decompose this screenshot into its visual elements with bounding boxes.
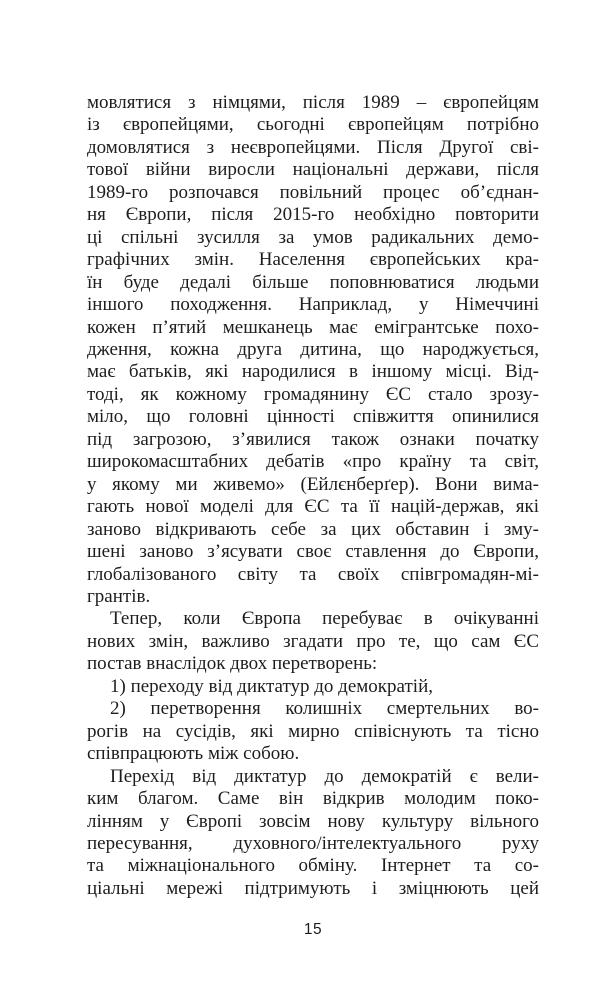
text-line: ким благом. Саме він відкрив молодим поко-: [87, 788, 539, 810]
text-line: Тепер, коли Європа перебуває в очікуванні: [110, 608, 539, 630]
page-footer: [87, 921, 539, 939]
text-line: тоді, як кожному громадянину ЄС стало зрозу-: [87, 383, 539, 405]
text-line: 1989-го розпочався повільний процес об’єднан-: [87, 181, 539, 203]
text-line: ці спільні зусилля за умов радикальних демо-: [87, 226, 539, 248]
text-line: співпрацюють між собою.: [87, 743, 300, 765]
text-line: постав внаслідок двох перетворень:: [87, 653, 378, 675]
paragraph: [87, 676, 539, 698]
text-line: ня Європи, після 2015-го необхідно повторити: [87, 204, 539, 226]
text-line: у якому ми живемо» (Ейлєнберґер). Вони вима-: [87, 473, 539, 495]
text-line: 2) перетворення колишніх смертельних во-: [110, 698, 539, 720]
paragraph: [87, 92, 539, 608]
text-line: із європейцями, сьогодні європейцям потрібно: [87, 114, 539, 136]
text-line: лінням у Європі зовсім нову культуру вільного: [87, 810, 539, 832]
text-line: ціальні мережі підтримують і зміцнюють цей: [87, 877, 539, 899]
text-line: глобалізованого світу та своїх співгромадян-мі-: [87, 563, 539, 585]
text-line: кожен п’ятий мешканець має емігрантське похо-: [87, 316, 539, 338]
text-line: 1) переходу від диктатур до демократій,: [110, 675, 433, 697]
text-line: широкомасштабних дебатів «про країну та світ,: [87, 451, 539, 473]
text-line: під загрозою, з’явилися також ознаки початку: [87, 428, 539, 450]
paragraph: [87, 766, 539, 901]
text-line: мовлятися з німцями, після 1989 – європейцям: [87, 92, 539, 113]
text-line: дження, кожна друга дитина, що народжується,: [87, 338, 539, 360]
text-line: гають нової моделі для ЄС та її націй-держав, які: [87, 496, 539, 518]
text-line: має батьків, які народилися в іншому місці. Від-: [87, 361, 539, 383]
text-line: тової війни виросли національні держави, після: [87, 159, 539, 181]
text-line: домовлятися з неєвропейцями. Після Другої сві-: [87, 136, 539, 158]
text-line: рогів на сусідів, які мирно співіснують та тісно: [87, 720, 539, 742]
paragraph: [87, 608, 539, 675]
text-line: пересування, духовного/інтелектуального руху: [87, 832, 539, 854]
text-line: міло, що головні цінності співжиття опинилися: [87, 406, 539, 428]
text-line: шені заново з’ясувати своє ставлення до Європи,: [87, 541, 539, 563]
text-line: грантів.: [87, 585, 151, 607]
text-column: [87, 92, 539, 900]
text-line: та міжнаціонального обміну. Інтернет та со-: [87, 855, 539, 877]
text-line: нових змін, важливо згадати про те, що сам ЄС: [87, 630, 539, 652]
text-line: Перехід від диктатур до демократій є вели-: [110, 765, 539, 787]
text-line: графічних змін. Населення європейських кра-: [87, 249, 539, 271]
text-line: іншого походження. Наприклад, у Німеччині: [87, 294, 539, 316]
text-line: їн буде дедалі більше поповнюватися людьми: [87, 271, 539, 293]
text-line: заново відкривають себе за цих обставин і зму-: [87, 518, 539, 540]
paragraph: [87, 698, 539, 765]
page-number: 15: [303, 921, 323, 938]
